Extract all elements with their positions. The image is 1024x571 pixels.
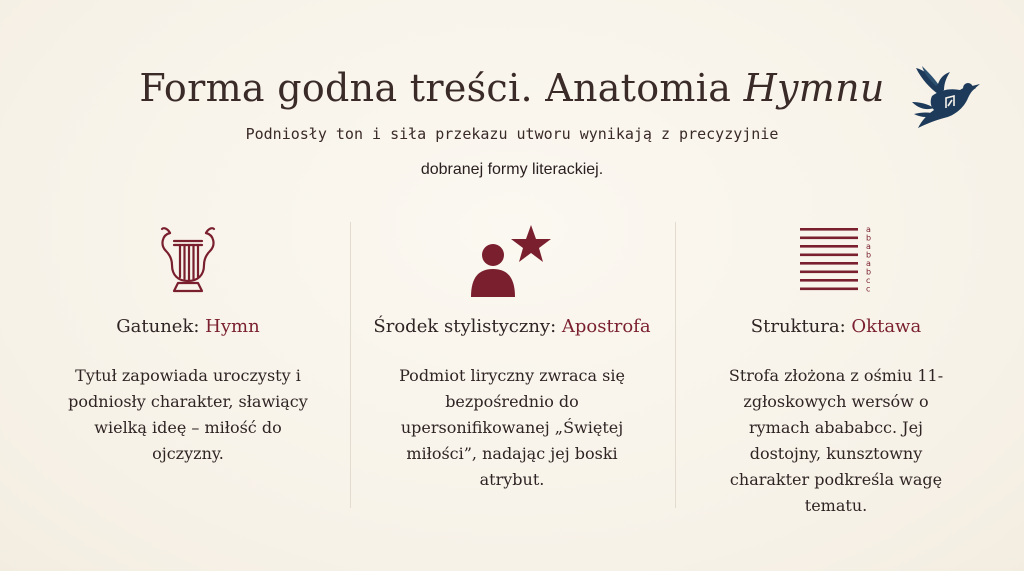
device-value: Apostrofa (561, 316, 651, 337)
lyre-icon (156, 223, 220, 295)
rhyme-lines-icon (796, 222, 876, 296)
person-star-icon (469, 221, 555, 297)
device-heading (352, 316, 672, 337)
rhyme-letter: a (866, 225, 871, 234)
rhyme-letter: b (866, 233, 872, 243)
column-genre (28, 214, 348, 467)
rhyme-letter: a (866, 259, 871, 268)
column-divider-1 (350, 222, 351, 508)
subtitle-line-1: Podniosły ton i siła przekazu utworu wynikają z precyzyjnie (245, 125, 779, 143)
verse-line (800, 245, 858, 248)
page-title (0, 66, 1024, 110)
verse-line (800, 262, 858, 265)
verse-line (800, 279, 858, 282)
device-description: Podmiot liryczny zwraca się bezpośrednio do upersonifikowanej „Świętej miłości”, nadając jej boski atrybut. (399, 366, 625, 489)
structure-value: Oktawa (851, 316, 922, 337)
device-label: Środek stylistyczny: (373, 316, 557, 337)
rhyme-letter: b (866, 267, 872, 277)
genre-heading (28, 316, 348, 337)
bird-emblem-icon (910, 62, 982, 132)
rhyme-letter: b (866, 250, 872, 260)
title-main: Forma godna treści. Anatomia (139, 66, 732, 110)
structure-label: Struktura: (750, 316, 846, 337)
verse-line (800, 228, 858, 231)
verse-line (800, 288, 858, 291)
column-stylistic-device (352, 214, 672, 493)
genre-label: Gatunek: (116, 316, 200, 337)
verse-line (800, 237, 858, 240)
rhyme-letter: a (866, 242, 871, 251)
verse-line (800, 254, 858, 257)
title-emphasis: Hymnu (743, 66, 885, 110)
genre-description: Tytuł zapowiada uroczysty i podniosły charakter, sławiący wielką ideę – miłość do ojczyzny. (68, 366, 308, 463)
subtitle-line-2: dobranej formy literackiej. (420, 161, 604, 178)
verse-line (800, 271, 858, 274)
rhyme-letter: c (866, 284, 871, 294)
rhyme-letter: c (866, 276, 871, 285)
structure-description: Strofa złożona z ośmiu 11-zgłoskowych wersów o rymach abababcc. Jej dostojny, kunsztowny charakter podkreśla wagę tematu. (728, 366, 944, 515)
genre-value: Hymn (205, 316, 260, 337)
column-structure (676, 214, 996, 519)
structure-heading (676, 316, 996, 337)
